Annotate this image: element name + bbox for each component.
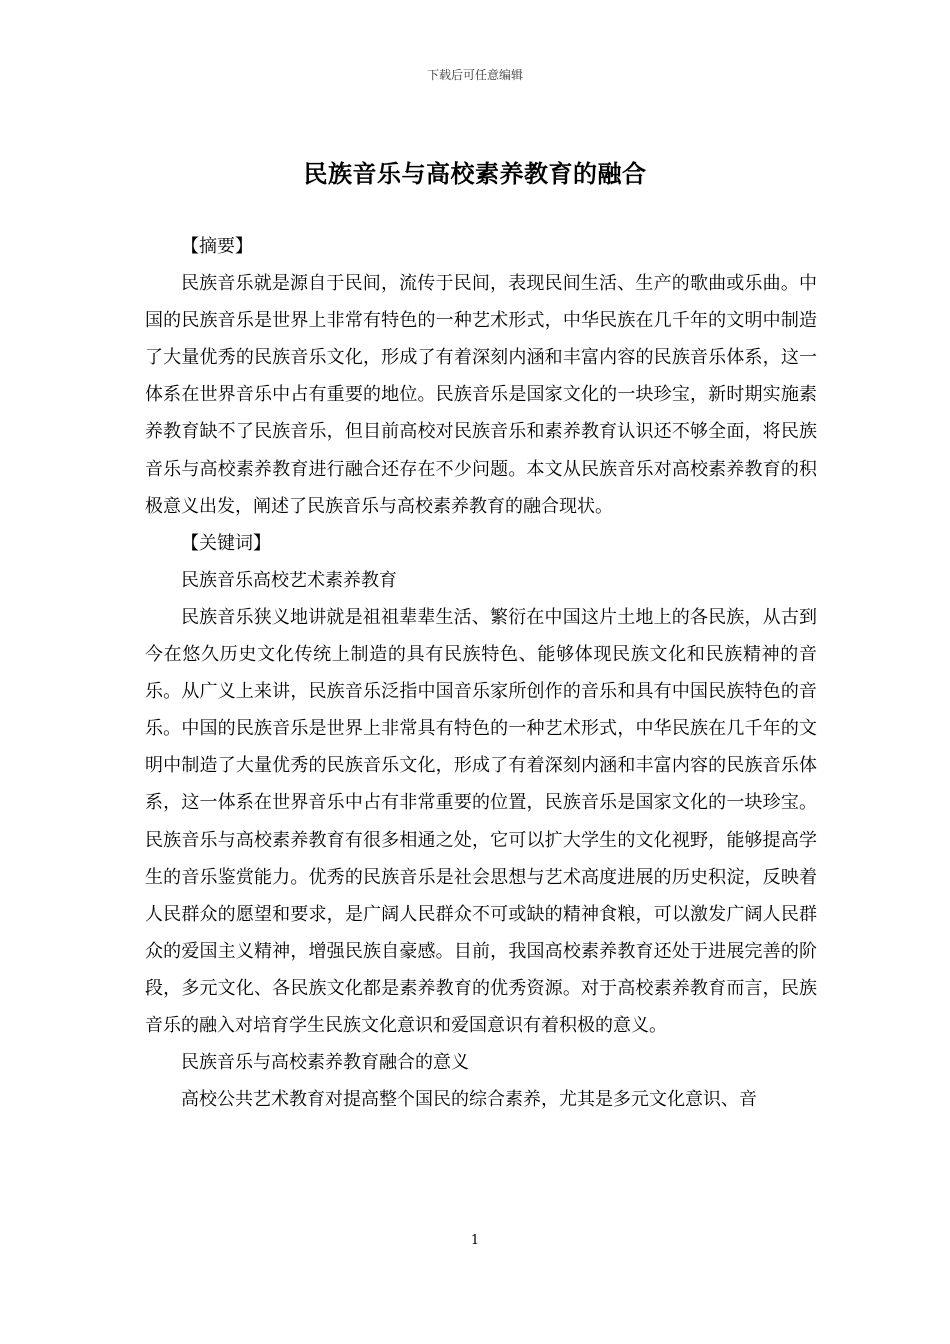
abstract-heading: 【摘要】	[181, 236, 253, 257]
document-body	[145, 228, 817, 1118]
section-heading: 民族音乐与高校素养教育融合的意义	[181, 1052, 469, 1074]
keywords-paragraph: 民族音乐高校艺术素养教育	[181, 569, 397, 591]
document-title: 民族音乐与高校素养教育的融合	[303, 159, 647, 188]
abstract-paragraph: 民族音乐就是源自于民间，流传于民间，表现民间生活、生产的歌曲或乐曲。中国的民族音乐是世界上非常有特色的一种艺术形式，中华民族在几千年的文明中制造了大量优秀的民族音乐文化，形成了有着深刻内涵和丰富内容的民族音乐体系，这一体系在世界音乐中占有重要的地位。民族音乐是国家文化的一块珍宝，新时期实施素养教育缺不了民族音乐，但目前高校对民族音乐和素养教育认识还不够全面，将民族音乐与高校素养教育进行融合还存在不少问题。本文从民族音乐对高校素养教育的积极意义出发，阐述了民族音乐与高校素养教育的融合现状。	[145, 273, 817, 517]
keywords-heading: 【关键词】	[181, 532, 271, 554]
body-paragraph: 民族音乐狭义地讲就是祖祖辈辈生活、繁衍在中国这片土地上的各民族，从古到今在悠久历史文化传统上制造的具有民族特色、能够体现民族文化和民族精神的音乐。从广义上来讲，民族音乐泛指中国音乐家所创作的音乐和具有中国民族特色的音乐。中国的民族音乐是世界上非常具有特色的一种艺术形式，中华民族在几千年的文明中制造了大量优秀的民族音乐文化，形成了有着深刻内涵和丰富内容的民族音乐体系，这一体系在世界音乐中占有非常重要的位置，民族音乐是国家文化的一块珍宝。民族音乐与高校素养教育有很多相通之处，它可以扩大学生的文化视野，能够提高学生的音乐鉴赏能力。优秀的民族音乐是社会思想与艺术高度进展的历史积淀，反映着人民群众的愿望和要求，是广阔人民群众不可或缺的精神食粮，可以激发广阔人民群众的爱国主义精神，增强民族自豪感。目前，我国高校素养教育还处于进展完善的阶段，多元文化、各民族文化都是素养教育的优秀资源。对于高校素养教育而言，民族音乐的融入对培育学生民族文化意识和爱国意识有着积极的意义。	[145, 606, 817, 1036]
page-header-note: 下载后可任意编辑	[426, 68, 523, 82]
page-number: 1	[470, 1233, 480, 1248]
body-paragraph: 高校公共艺术教育对提高整个国民的综合素养，尤其是多元文化意识、音	[181, 1089, 757, 1111]
